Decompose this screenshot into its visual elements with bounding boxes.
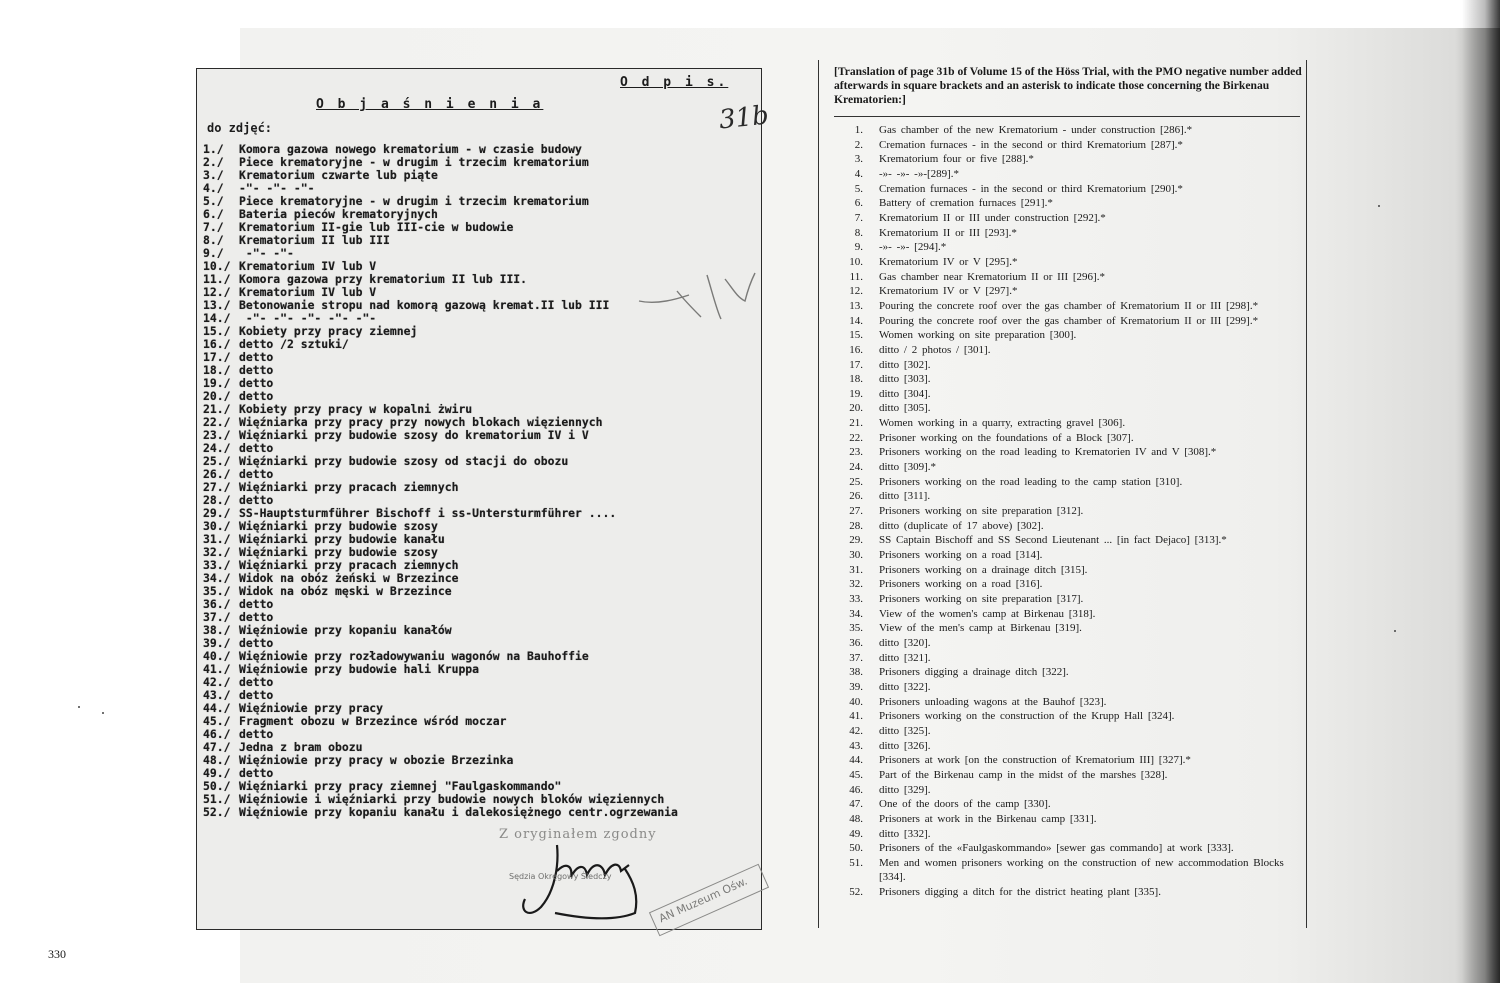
translation-item	[834, 314, 1302, 329]
document-line-text: detto	[239, 766, 274, 780]
translation-item	[834, 797, 1302, 812]
document-line-number: 4./	[203, 181, 224, 195]
translation-item-text: SS Captain Bischoff and SS Second Lieutenant ... [in fact Dejaco] [313].*	[879, 534, 1227, 547]
document-line-text: detto	[239, 376, 274, 390]
translation-item-text: ditto [325].	[879, 724, 931, 737]
document-line	[203, 481, 759, 494]
document-line-text: Więźniarka przy pracy przy nowych blokach więziennych	[239, 415, 603, 429]
translation-item	[834, 460, 1302, 475]
translation-item-text: Prisoners unloading wagons at the Bauhof [323].	[879, 695, 1107, 708]
translation-item-number: 17.	[849, 358, 863, 371]
document-line-text: detto /2 sztuki/	[239, 337, 349, 351]
translation-item-text: Prisoners at work [on the construction of Krematorium III] [327].*	[879, 754, 1191, 767]
document-line-number: 1./	[203, 142, 224, 156]
handwritten-page-mark: 31b	[717, 100, 771, 136]
translation-item	[834, 724, 1302, 739]
print-speck	[1394, 630, 1396, 632]
document-line-text: Więźniarki przy budowie szosy	[239, 519, 438, 533]
document-line-text: Krematorium II lub III	[239, 233, 390, 247]
translation-item-number: 13.	[849, 299, 863, 312]
document-line-number: 32./	[203, 545, 231, 559]
translation-item	[834, 211, 1302, 226]
document-line-text: detto	[239, 727, 274, 741]
document-line-text: Więźniowie przy pracy w obozie Brzezinka	[239, 753, 514, 767]
document-line-number: 25./	[203, 454, 231, 468]
document-line-text: -"- -"- -"- -"- -"-	[239, 311, 377, 325]
conformity-stamp: Z oryginałem zgodny	[499, 827, 657, 842]
translation-item-text: ditto [321].	[879, 651, 931, 664]
document-line-text: Widok na obóz męski w Brzezince	[239, 584, 452, 598]
translation-item	[834, 519, 1302, 534]
translation-item	[834, 607, 1302, 622]
document-line-text: Więźniarki przy budowie kanału	[239, 532, 445, 546]
document-line-number: 9./	[203, 246, 224, 260]
document-line-number: 8./	[203, 233, 224, 247]
translation-item	[834, 196, 1302, 211]
document-subheading: do zdjęć:	[207, 121, 273, 135]
translation-item-text: ditto [322].	[879, 680, 931, 693]
translation-item-number: 19.	[849, 387, 863, 400]
translation-item-text: ditto [329].	[879, 783, 931, 796]
document-line-text: Więźniarki przy budowie szosy do krematorium IV i V	[239, 428, 589, 442]
translation-item	[834, 856, 1302, 885]
document-line-number: 39./	[203, 636, 231, 650]
translation-item	[834, 812, 1302, 827]
translation-header: [Translation of page 31b of Volume 15 of the Höss Trial, with the PMO negative number added afterwards in square brackets and an asterisk to indicate those concerning the Birkenau Krematorien:]	[834, 65, 1302, 106]
translation-item-number: 8.	[854, 226, 863, 239]
translation-item	[834, 680, 1302, 695]
document-line-number: 2./	[203, 155, 224, 169]
translation-item-text: ditto (duplicate of 17 above) [302].	[879, 519, 1044, 532]
translation-item	[834, 152, 1302, 167]
document-line-number: 19./	[203, 376, 231, 390]
document-line	[203, 806, 759, 819]
document-line-text: Krematorium IV lub V	[239, 285, 377, 299]
document-line-number: 51./	[203, 792, 231, 806]
archive-stamp: AN Muzeum Ośw.	[649, 864, 769, 937]
translation-item	[834, 372, 1302, 387]
document-line-number: 33./	[203, 558, 231, 572]
translation-item	[834, 284, 1302, 299]
translation-item-text: ditto [320].	[879, 636, 931, 649]
translation-item-number: 26.	[849, 490, 863, 503]
translation-item	[834, 489, 1302, 504]
document-line-number: 34./	[203, 571, 231, 585]
translation-item-text: Women working in a quarry, extracting gravel [306].	[879, 417, 1126, 430]
document-line-number: 13./	[203, 298, 231, 312]
document-line-number: 5./	[203, 194, 224, 208]
translation-item-number: 4.	[854, 167, 863, 180]
page-number: 330	[48, 947, 66, 961]
document-line-text: Więźniowie przy kopaniu kanału i dalekosiężnego centr.ogrzewania	[239, 805, 678, 819]
document-line-text: detto	[239, 363, 274, 377]
translation-item-text: Prisoners working on the construction of the Krupp Hall [324].	[879, 710, 1175, 723]
column-rule-left	[818, 60, 819, 928]
translation-item-text: ditto [332].	[879, 827, 931, 840]
translation-item-number: 48.	[849, 812, 863, 825]
document-line-number: 15./	[203, 324, 231, 338]
document-line-text: Krematorium IV lub V	[239, 259, 377, 273]
document-line-number: 26./	[203, 467, 231, 481]
document-line	[203, 429, 759, 442]
print-speck	[78, 706, 80, 708]
scanned-document	[196, 68, 771, 930]
translation-item-text: Prisoners at work in the Birkenau camp [331].	[879, 812, 1097, 825]
document-title: O d p i s.	[620, 75, 729, 90]
translation-item-number: 44.	[849, 754, 863, 767]
translation-item-text: View of the men's camp at Birkenau [319].	[879, 622, 1082, 635]
document-line-text: Kobiety przy pracy ziemnej	[239, 324, 418, 338]
translation-item	[834, 548, 1302, 563]
translation-item-number: 32.	[849, 578, 863, 591]
translation-item-number: 9.	[854, 241, 863, 254]
translation-item-number: 50.	[849, 842, 863, 855]
translation-item	[834, 299, 1302, 314]
document-line	[203, 754, 759, 767]
document-line-number: 16./	[203, 337, 231, 351]
translation-item	[834, 753, 1302, 768]
document-line-number: 41./	[203, 662, 231, 676]
document-line-text: detto	[239, 389, 274, 403]
translation-item-text: Gas chamber of the new Krematorium - under construction [286].*	[879, 124, 1193, 136]
translation-item-number: 51.	[849, 856, 863, 869]
translation-item-number: 28.	[849, 519, 863, 532]
translation-item	[834, 636, 1302, 651]
translation-list	[834, 123, 1302, 900]
translation-item-number: 43.	[849, 739, 863, 752]
translation-item-number: 12.	[849, 285, 863, 298]
document-line-number: 21./	[203, 402, 231, 416]
document-line-text: detto	[239, 688, 274, 702]
document-line-text: Krematorium II-gie lub III-cie w budowie	[239, 220, 514, 234]
translation-item-text: Prisoners of the «Faulgaskommando» [sewer gas commando] at work [333].	[879, 842, 1234, 855]
document-line-text: detto	[239, 597, 274, 611]
translation-item	[834, 182, 1302, 197]
translation-item-number: 35.	[849, 622, 863, 635]
document-line-number: 45./	[203, 714, 231, 728]
document-line-text: detto	[239, 675, 274, 689]
translation-item-number: 37.	[849, 651, 863, 664]
translation-item-number: 40.	[849, 695, 863, 708]
document-line-number: 12./	[203, 285, 231, 299]
translation-item-text: Krematorium four or five [288].*	[879, 153, 1034, 166]
translation-item-text: Prisoners working on the road leading to Krematorien IV and V [308].*	[879, 446, 1217, 459]
document-heading: O b j a ś n i e n i a	[316, 97, 544, 112]
document-line-number: 10./	[203, 259, 231, 273]
translation-item-text: Krematorium II or III [293].*	[879, 226, 1017, 239]
document-line	[203, 455, 759, 468]
translation-item-number: 14.	[849, 314, 863, 327]
document-line-number: 29./	[203, 506, 231, 520]
translation-item	[834, 431, 1302, 446]
translation-item-number: 25.	[849, 475, 863, 488]
translation-item-number: 11.	[849, 270, 863, 283]
document-line	[203, 351, 759, 364]
translation-item-text: Prisoners working on a road [316].	[879, 578, 1043, 591]
translation-item-number: 10.	[849, 255, 863, 268]
document-line-number: 17./	[203, 350, 231, 364]
translation-item-text: Krematorium IV or V [297].*	[879, 285, 1018, 298]
translation-item-text: Prisoners working on site preparation [312].	[879, 505, 1084, 518]
column-rule-right	[1306, 60, 1307, 928]
translation-item	[834, 445, 1302, 460]
document-line-number: 47./	[203, 740, 231, 754]
document-line-text: Komora gazowa nowego krematorium - w czasie budowy	[239, 142, 582, 156]
book-spine-shadow	[1462, 0, 1500, 983]
translation-item-text: Part of the Birkenau camp in the midst of the marshes [328].	[879, 768, 1168, 781]
document-line-text: Kobiety przy pracy w kopalni żwiru	[239, 402, 473, 416]
translation-item-number: 31.	[849, 563, 863, 576]
translation-item-text: ditto [311].	[879, 490, 931, 503]
translation-item-number: 24.	[849, 461, 863, 474]
document-line-number: 36./	[203, 597, 231, 611]
translation-item-number: 1.	[854, 124, 863, 136]
document-line-number: 22./	[203, 415, 231, 429]
document-line	[203, 377, 759, 390]
translation-item	[834, 827, 1302, 842]
document-line-text: Więźniowie przy budowie hali Kruppa	[239, 662, 480, 676]
document-line-number: 27./	[203, 480, 231, 494]
document-line	[203, 338, 759, 351]
document-line-text: -"- -"- -"-	[239, 181, 315, 195]
document-line-text: Betonowanie stropu nad komorą gazową kremat.II lub III	[239, 298, 610, 312]
document-line	[203, 585, 759, 598]
translation-item-number: 27.	[849, 505, 863, 518]
translation-item	[834, 563, 1302, 578]
translation-item	[834, 328, 1302, 343]
translation-item-text: ditto / 2 photos / [301].	[879, 343, 991, 356]
document-line-text: Jedna z bram obozu	[239, 740, 363, 754]
translation-item-number: 36.	[849, 636, 863, 649]
translation-item	[834, 123, 1302, 138]
signature-icon	[515, 841, 665, 921]
document-line-list	[203, 143, 759, 819]
translation-item-text: Krematorium IV or V [295].*	[879, 255, 1018, 268]
translation-item-text: Prisoners digging a ditch for the district heating plant [335].	[879, 886, 1161, 899]
translation-item-text: ditto [326].	[879, 739, 931, 752]
translation-item-number: 20.	[849, 402, 863, 415]
translation-item-number: 7.	[854, 211, 863, 224]
translation-item	[834, 401, 1302, 416]
translation-item	[834, 739, 1302, 754]
translation-item-number: 18.	[849, 373, 863, 386]
document-line-number: 24./	[203, 441, 231, 455]
document-line-number: 48./	[203, 753, 231, 767]
translation-item	[834, 240, 1302, 255]
translation-item-text: Pouring the concrete roof over the gas chamber of Krematorium II or III [299].*	[879, 314, 1259, 327]
translation-item-text: Krematorium II or III under construction [292].*	[879, 211, 1106, 224]
document-line-number: 43./	[203, 688, 231, 702]
document-line	[203, 364, 759, 377]
translation-item	[834, 138, 1302, 153]
translation-item-text: Prisoners working on a drainage ditch [315].	[879, 563, 1088, 576]
document-line-text: Piece krematoryjne - w drugim i trzecim krematorium	[239, 155, 589, 169]
document-line-text: detto	[239, 467, 274, 481]
translation-item	[834, 387, 1302, 402]
translation-item-text: ditto [302].	[879, 358, 931, 371]
header-divider	[834, 116, 1300, 117]
translation-item-number: 22.	[849, 431, 863, 444]
document-line-text: Widok na obóz żeński w Brzezince	[239, 571, 459, 585]
print-speck	[1378, 205, 1380, 207]
translation-item-text: Men and women prisoners working on the construction of new accommodation Blocks [334].	[879, 856, 1284, 884]
document-line-text: Fragment obozu w Brzezince wśród moczar	[239, 714, 507, 728]
translation-item-text: Cremation furnaces - in the second or third Krematorium [290].*	[879, 182, 1183, 195]
translation-item-number: 38.	[849, 666, 863, 679]
translation-item	[834, 475, 1302, 490]
translation-item	[834, 358, 1302, 373]
translation-item	[834, 592, 1302, 607]
document-line-text: Więźniarki przy budowie szosy od stacji do obozu	[239, 454, 569, 468]
translation-item-number: 49.	[849, 827, 863, 840]
document-line-text: -"- -"-	[239, 246, 294, 260]
translation-item-text: -»- -»- -»-[289].*	[879, 167, 960, 180]
document-line	[203, 676, 759, 689]
document-line-number: 11./	[203, 272, 231, 286]
translation-item-text: Prisoners working on site preparation [317].	[879, 593, 1084, 605]
document-line-number: 50./	[203, 779, 231, 793]
translation-item-text: ditto [305].	[879, 402, 931, 415]
document-line-text: Więźniarki przy budowie szosy	[239, 545, 438, 559]
document-line-number: 40./	[203, 649, 231, 663]
translation-item-text: Pouring the concrete roof over the gas chamber of Krematorium II or III [298].*	[879, 299, 1259, 312]
translation-item-number: 5.	[854, 182, 863, 195]
translation-item-text: ditto [303].	[879, 373, 931, 386]
document-line-number: 3./	[203, 168, 224, 182]
document-line-number: 30./	[203, 519, 231, 533]
translation-item-number: 47.	[849, 798, 863, 811]
translation-item-text: Prisoners digging a drainage ditch [322].	[879, 666, 1069, 679]
translation-item	[834, 533, 1302, 548]
document-line-text: detto	[239, 493, 274, 507]
document-line	[203, 624, 759, 637]
document-line-text: Komora gazowa przy krematorium II lub III.	[239, 272, 528, 286]
translation-item	[834, 577, 1302, 592]
translation-item-text: Women working on site preparation [300].	[879, 329, 1077, 342]
translation-item-number: 46.	[849, 783, 863, 796]
document-line-text: SS-Hauptsturmführer Bischoff i ss-Untersturmführer ....	[239, 506, 617, 520]
translation-item-text: One of the doors of the camp [330].	[879, 798, 1051, 811]
document-line-text: Bateria pieców krematoryjnych	[239, 207, 438, 221]
document-line-text: Piece krematoryjne - w drugim i trzecim krematorium	[239, 194, 589, 208]
translation-item	[834, 504, 1302, 519]
translation-item-number: 45.	[849, 768, 863, 781]
document-line-number: 31./	[203, 532, 231, 546]
translation-item-text: ditto [309].*	[879, 461, 936, 474]
document-line-number: 38./	[203, 623, 231, 637]
document-line-number: 7./	[203, 220, 224, 234]
translation-item-number: 6.	[854, 197, 863, 210]
translation-item-number: 29.	[849, 534, 863, 547]
translation-item-number: 30.	[849, 549, 863, 562]
translation-item	[834, 343, 1302, 358]
translation-item-number: 39.	[849, 680, 863, 693]
print-speck	[102, 712, 104, 714]
translation-item	[834, 841, 1302, 856]
translation-item-number: 16.	[849, 343, 863, 356]
document-line-text: detto	[239, 636, 274, 650]
document-line-number: 14./	[203, 311, 231, 325]
translation-item-text: Battery of cremation furnaces [291].*	[879, 197, 1053, 210]
translation-item-number: 42.	[849, 724, 863, 737]
translation-item-text: -»- -»- [294].*	[879, 241, 947, 254]
document-line	[203, 715, 759, 728]
translation-item-number: 2.	[854, 138, 863, 151]
translation-item-text: Prisoner working on the foundations of a Block [307].	[879, 431, 1134, 444]
document-line-text: Więźniarki przy pracy ziemnej "Faulgaskommando"	[239, 779, 562, 793]
document-line-text: detto	[239, 610, 274, 624]
document-line-number: 37./	[203, 610, 231, 624]
document-line-number: 42./	[203, 675, 231, 689]
translation-item	[834, 783, 1302, 798]
document-line-text: Więźniarki przy pracach ziemnych	[239, 558, 459, 572]
document-line-text: detto	[239, 350, 274, 364]
document-line-text: Więźniowie przy pracy	[239, 701, 384, 715]
translation-item-number: 41.	[849, 710, 863, 723]
document-line	[203, 598, 759, 611]
document-line-text: Więźniowie i więźniarki przy budowie nowych bloków więziennych	[239, 792, 665, 806]
document-line-number: 28./	[203, 493, 231, 507]
translation-item-text: Cremation furnaces - in the second or third Krematorium [287].*	[879, 138, 1183, 151]
translation-item	[834, 270, 1302, 285]
document-line-number: 52./	[203, 805, 231, 819]
translation-item-number: 21.	[849, 417, 863, 430]
translation-item	[834, 226, 1302, 241]
translation-item-text: Gas chamber near Krematorium II or III [296].*	[879, 270, 1105, 283]
handwritten-annotation-icon	[637, 265, 757, 325]
translation-item-text: Prisoners working on the road leading to the camp station [310].	[879, 475, 1183, 488]
translation-item	[834, 695, 1302, 710]
document-line-number: 6./	[203, 207, 224, 221]
translation-item	[834, 768, 1302, 783]
translation-column	[818, 60, 1308, 928]
translation-item	[834, 651, 1302, 666]
translation-item	[834, 665, 1302, 680]
translation-item	[834, 255, 1302, 270]
translation-item	[834, 885, 1302, 900]
document-line-number: 44./	[203, 701, 231, 715]
document-line-text: Więźniowie przy rozładowywaniu wagonów na Bauhoffie	[239, 649, 589, 663]
document-line-text: Krematorium czwarte lub piąte	[239, 168, 438, 182]
translation-item	[834, 167, 1302, 182]
document-line-number: 35./	[203, 584, 231, 598]
document-line-number: 20./	[203, 389, 231, 403]
document-line-number: 49./	[203, 766, 231, 780]
translation-item-number: 52.	[849, 886, 863, 899]
translation-item-number: 33.	[849, 593, 863, 605]
translation-item-text: ditto [304].	[879, 387, 931, 400]
translation-item	[834, 416, 1302, 431]
document-line-text: detto	[239, 441, 274, 455]
translation-item-number: 15.	[849, 329, 863, 342]
document-line-number: 23./	[203, 428, 231, 442]
translation-item-number: 23.	[849, 446, 863, 459]
document-line	[203, 663, 759, 676]
translation-item-text: Prisoners working on a road [314].	[879, 549, 1043, 562]
translation-item	[834, 709, 1302, 724]
court-stamp: Sędzia Okręgowy Śledczy	[509, 872, 612, 881]
translation-item-text: View of the women's camp at Birkenau [318].	[879, 607, 1096, 620]
translation-item-number: 34.	[849, 607, 863, 620]
document-line-text: Więźniarki przy pracach ziemnych	[239, 480, 459, 494]
translation-item-number: 3.	[854, 153, 863, 166]
document-line-number: 46./	[203, 727, 231, 741]
document-line-number: 18./	[203, 363, 231, 377]
document-line-text: Więźniowie przy kopaniu kanałów	[239, 623, 452, 637]
translation-item	[834, 621, 1302, 636]
